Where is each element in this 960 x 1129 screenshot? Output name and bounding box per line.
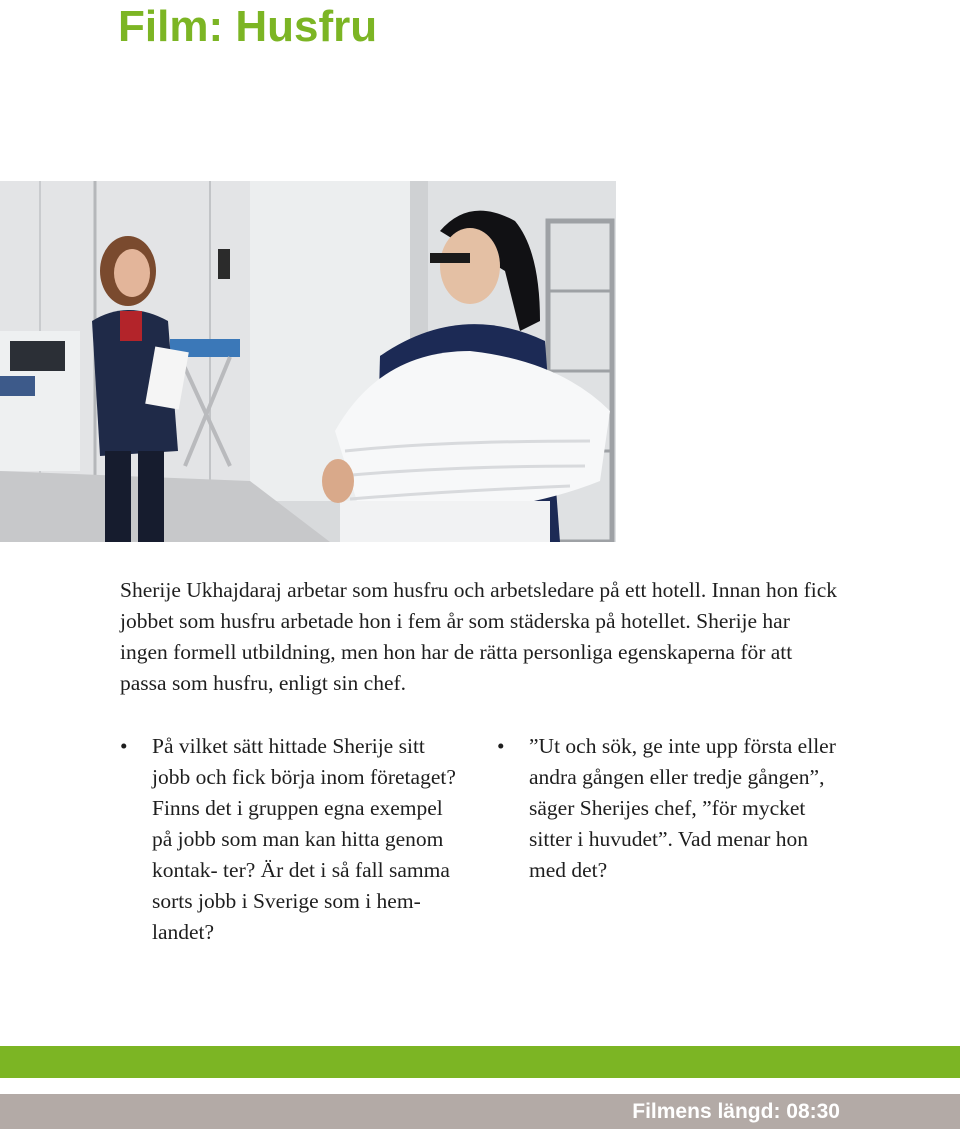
bullet-icon: •: [497, 734, 505, 758]
photo-hotel-laundry-room: [0, 181, 616, 542]
page-title: Film: Husfru: [118, 2, 378, 51]
intro-paragraph: Sherije Ukhajdaraj arbetar som husfru och arbetsledare på ett hotell. Innan hon fick jobbet som husfru arbetade hon i fem år som städerska på hotellet. Sherije har ingen formell utbildning, men hon har de rätta personliga egenskaperna för att passa som husfru, enligt sin chef.: [120, 578, 837, 695]
question-text: ”Ut och sök, ge inte upp första eller andra gången eller tredje gången”, säger Sherijes chef, ”för mycket sitter i huvudet”. Vad menar hon med det?: [529, 734, 836, 882]
footer-accent-bar: [0, 1046, 960, 1078]
question-text: På vilket sätt hittade Sherije sitt jobb och fick börja inom företaget? Finns det i gruppen egna exempel på jobb som man kan hitta genom kontak- ter? Är det i så fall samma sorts jobb i Sverige som i hem- landet?: [152, 734, 456, 944]
question-list-left: [120, 731, 462, 948]
question-item: [497, 731, 839, 886]
question-list-right: [497, 731, 839, 886]
film-length: Filmens längd: 08:30: [632, 1100, 840, 1123]
question-item: [120, 731, 462, 948]
photo-illustration: [0, 181, 616, 542]
bullet-icon: •: [120, 734, 128, 758]
